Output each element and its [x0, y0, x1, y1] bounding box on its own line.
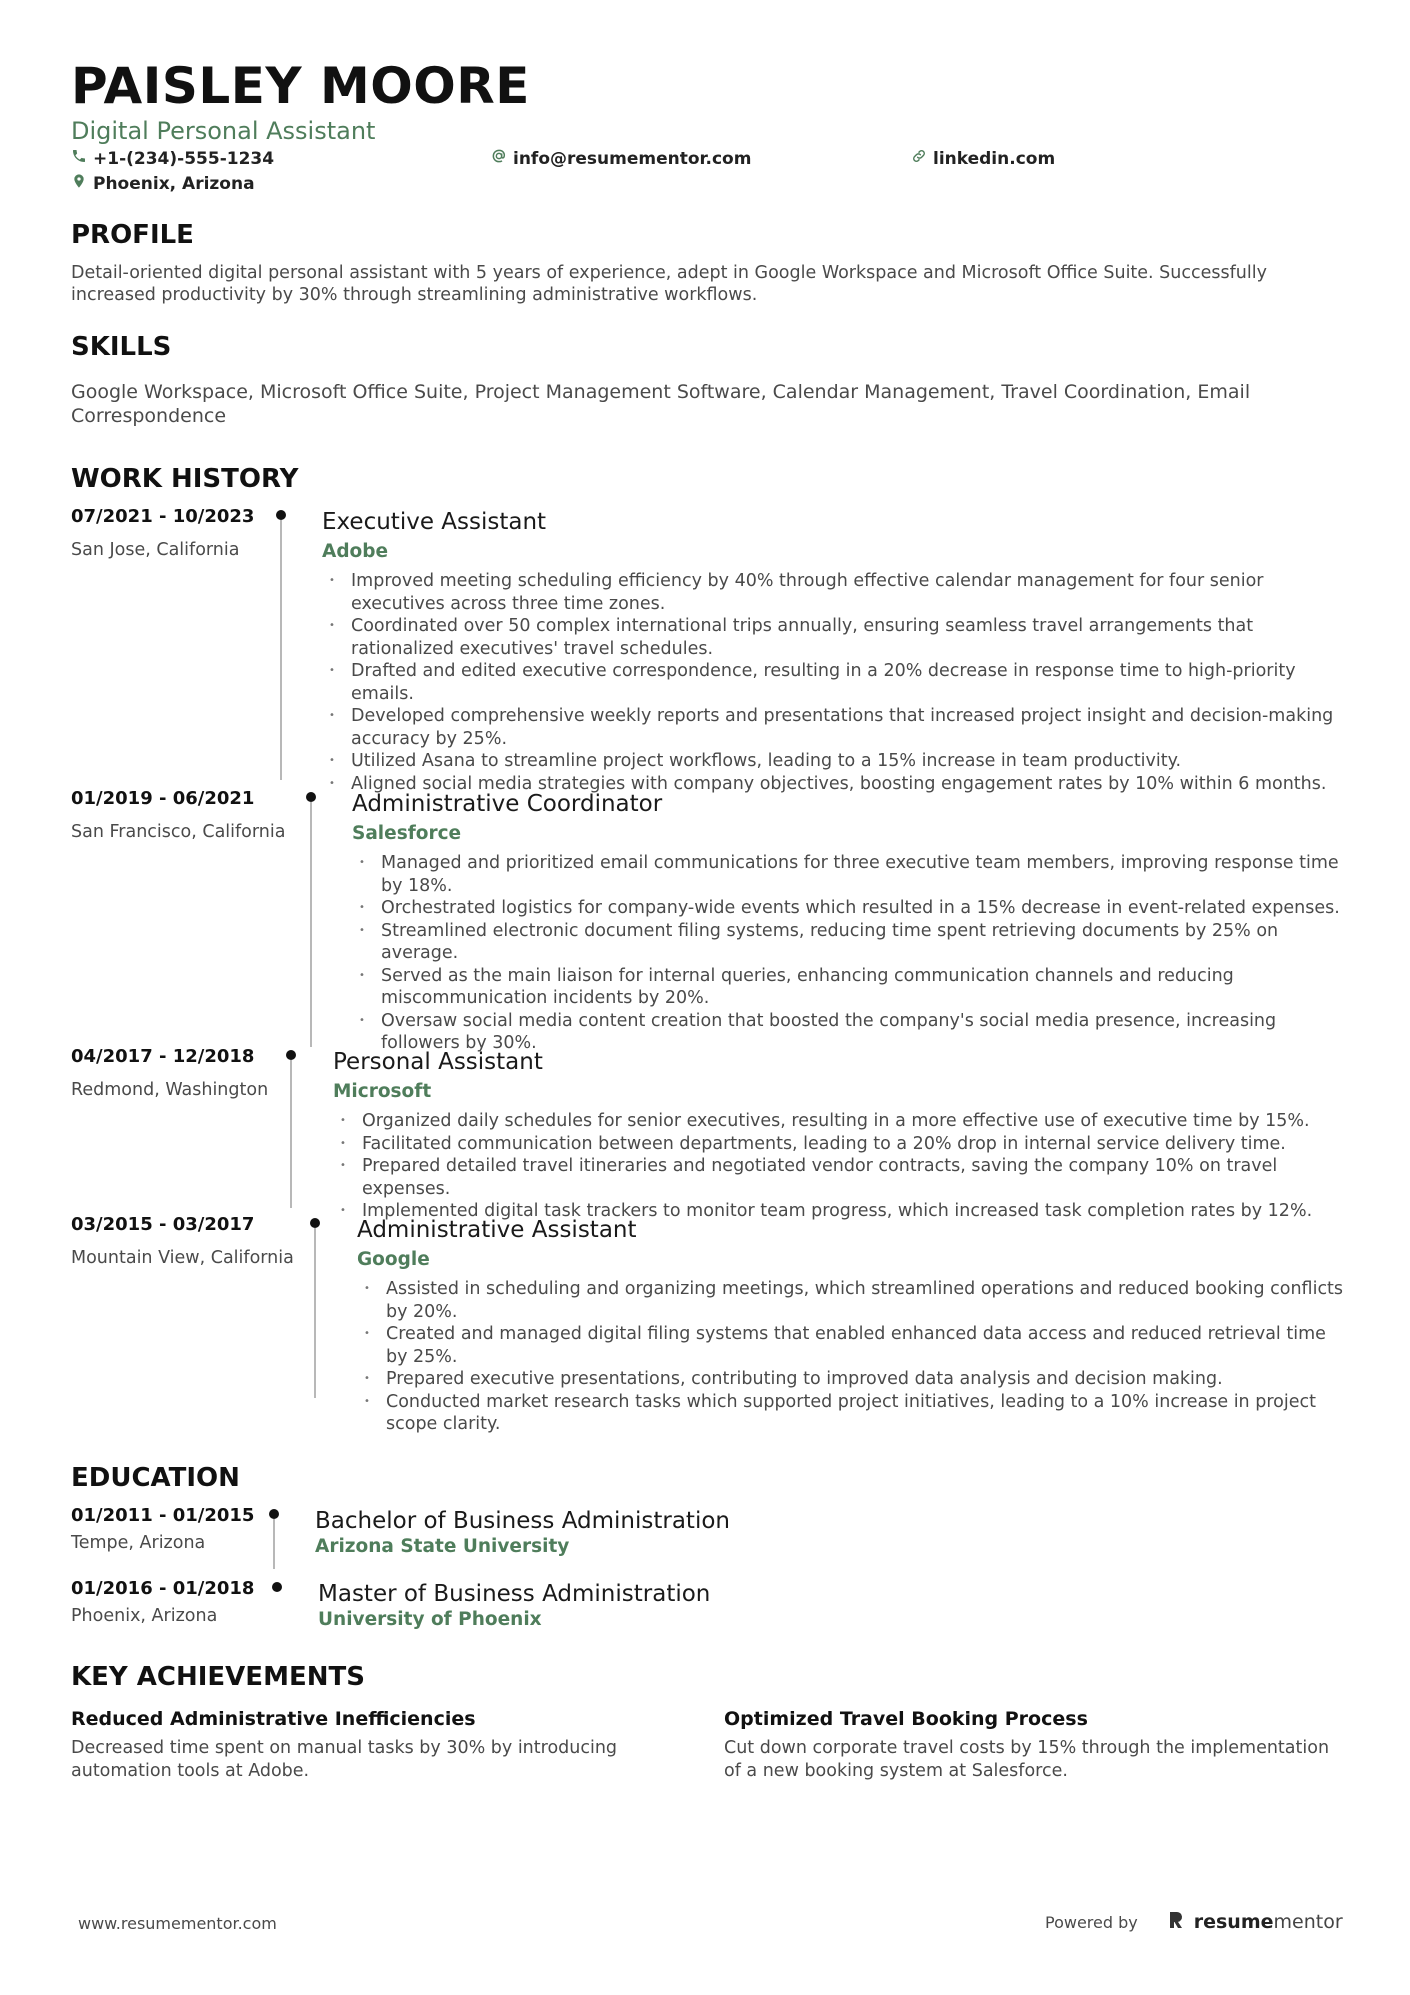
profile-text: Detail-oriented digital personal assistant with 5 years of experience, adept in Google Workspace and Microsoft Office Suite. Successfully increased productivity by 30% through streamlining administrative workflows. — [71, 263, 1267, 305]
phone-icon — [71, 148, 87, 169]
brand-light: mentor — [1273, 1911, 1343, 1933]
list-item: • Created and managed digital filing systems that enabled enhanced data access and reduced retrieval time by 25%. — [357, 1323, 1352, 1368]
job-company: Google — [357, 1249, 430, 1270]
candidate-name: PAISLEY MOORE — [71, 57, 530, 115]
education-dates: 01/2011 - 01/2015 — [71, 1505, 255, 1526]
timeline-dot — [286, 1050, 296, 1060]
location-pin-icon — [71, 173, 87, 194]
education-dates: 01/2016 - 01/2018 — [71, 1578, 255, 1599]
brand-bold: resume — [1193, 1911, 1274, 1933]
job-location: San Francisco, California — [71, 822, 286, 842]
degree: Master of Business Administration — [318, 1581, 711, 1607]
job-company: Microsoft — [333, 1081, 432, 1102]
list-item: • Developed comprehensive weekly reports and presentations that increased project insight and decision-making accuracy by 25%. — [322, 705, 1347, 750]
list-item: • Managed and prioritized email communications for three executive team members, improving response time by 18%. — [352, 852, 1352, 897]
timeline-dot — [310, 1218, 320, 1228]
achievement-title: Optimized Travel Booking Process — [724, 1708, 1088, 1730]
list-item: • Improved meeting scheduling efficiency by 40% through effective calendar management for four senior executives across three time zones. — [322, 570, 1347, 615]
job-dates: 03/2015 - 03/2017 — [71, 1214, 255, 1235]
job-location: Redmond, Washington — [71, 1080, 269, 1100]
timeline-line — [273, 1519, 275, 1569]
job-role: Administrative Assistant — [357, 1217, 637, 1243]
timeline-line — [290, 1060, 292, 1208]
resume-page — [71, 56, 1351, 1781]
contact-email[interactable] — [491, 148, 751, 169]
list-item: • Oversaw social media content creation that boosted the company's social media presence, increasing followers by 30%. — [352, 1010, 1352, 1055]
link-icon — [911, 148, 927, 169]
list-item: • Prepared executive presentations, contributing to improved data analysis and decision making. — [357, 1368, 1352, 1391]
list-item: • Prepared detailed travel itineraries and negotiated vendor contracts, saving the company 10% on travel expenses. — [333, 1155, 1351, 1200]
resumementor-logo-icon — [1168, 1910, 1184, 1934]
job-dates: 07/2021 - 10/2023 — [71, 506, 255, 527]
list-item: • Orchestrated logistics for company-wide events which resulted in a 15% decrease in event-related expenses. — [352, 897, 1352, 920]
education-heading: EDUCATION — [71, 1463, 240, 1493]
achievement-text: Decreased time spent on manual tasks by 30% by introducing automation tools at Adobe. — [71, 1738, 618, 1781]
email-text: info@resumementor.com — [513, 148, 752, 169]
linkedin-text: linkedin.com — [933, 148, 1056, 169]
list-item: • Implemented digital task trackers to monitor team progress, which increased task completion rates by 12%. — [333, 1200, 1351, 1223]
timeline-line — [280, 520, 282, 780]
location-text: Phoenix, Arizona — [93, 173, 255, 194]
footer-branding — [1045, 1910, 1343, 1934]
job-company: Salesforce — [352, 823, 462, 844]
list-item: • Aligned social media strategies with company objectives, boosting engagement rates by 10% within 6 months. — [322, 773, 1347, 796]
job-role: Personal Assistant — [333, 1049, 543, 1075]
contact-location — [71, 173, 255, 194]
skills-heading: SKILLS — [71, 332, 172, 362]
list-item: • Assisted in scheduling and organizing meetings, which streamlined operations and reduced booking conflicts by 20%. — [357, 1278, 1352, 1323]
list-item: • Streamlined electronic document filing systems, reducing time spent retrieving documents by 25% on average. — [352, 920, 1352, 965]
candidate-title: Digital Personal Assistant — [71, 117, 376, 145]
profile-heading: PROFILE — [71, 220, 194, 250]
phone-text: +1-(234)-555-1234 — [93, 148, 275, 169]
job-role: Executive Assistant — [322, 509, 547, 535]
school: University of Phoenix — [318, 1609, 542, 1630]
job-company: Adobe — [322, 541, 389, 562]
footer-website[interactable]: www.resumementor.com — [78, 1914, 277, 1933]
education-location: Phoenix, Arizona — [71, 1606, 218, 1626]
list-item: • Utilized Asana to streamline project workflows, leading to a 15% increase in team productivity. — [322, 750, 1347, 773]
list-item: • Drafted and edited executive correspondence, resulting in a 20% decrease in response time to high-priority emails. — [322, 660, 1347, 705]
contact-phone — [71, 148, 274, 169]
job-bullets — [333, 1110, 1351, 1223]
list-item: • Conducted market research tasks which supported project initiatives, leading to a 10% increase in project scope clarity. — [357, 1391, 1352, 1436]
at-icon — [491, 148, 507, 169]
degree: Bachelor of Business Administration — [315, 1508, 730, 1534]
achievement-text: Cut down corporate travel costs by 15% through the implementation of a new booking system at Salesforce. — [724, 1738, 1330, 1781]
job-dates: 01/2019 - 06/2021 — [71, 788, 255, 809]
achievement-title: Reduced Administrative Inefficiencies — [71, 1708, 476, 1730]
timeline-dot — [272, 1582, 282, 1592]
list-item: • Facilitated communication between departments, leading to a 20% drop in internal service delivery time. — [333, 1133, 1351, 1156]
timeline-line — [310, 802, 312, 1047]
job-bullets — [352, 852, 1352, 1055]
timeline-dot — [276, 510, 286, 520]
timeline-line — [314, 1228, 316, 1398]
job-location: Mountain View, California — [71, 1248, 294, 1268]
work-history-heading: WORK HISTORY — [71, 464, 299, 494]
school: Arizona State University — [315, 1536, 570, 1557]
job-bullets — [322, 570, 1347, 795]
brand-name — [1194, 1911, 1343, 1933]
contact-linkedin[interactable] — [911, 148, 1055, 169]
timeline-dot — [306, 792, 316, 802]
job-dates: 04/2017 - 12/2018 — [71, 1046, 255, 1067]
list-item: • Served as the main liaison for internal queries, enhancing communication channels and reducing miscommunication incidents by 20%. — [352, 965, 1352, 1010]
job-role: Administrative Coordinator — [352, 791, 663, 817]
contact-info — [71, 148, 1351, 200]
job-location: San Jose, California — [71, 540, 240, 560]
job-bullets — [357, 1278, 1352, 1436]
list-item: • Organized daily schedules for senior executives, resulting in a more effective use of executive time by 15%. — [333, 1110, 1351, 1133]
timeline-dot — [269, 1509, 279, 1519]
list-item: • Coordinated over 50 complex international trips annually, ensuring seamless travel arrangements that rationalized executives' travel schedules. — [322, 615, 1347, 660]
achievements-heading: KEY ACHIEVEMENTS — [71, 1662, 365, 1692]
skills-text: Google Workspace, Microsoft Office Suite, Project Management Software, Calendar Management, Travel Coordination, Email Correspondence — [71, 381, 1251, 427]
education-location: Tempe, Arizona — [71, 1533, 206, 1553]
powered-by-label: Powered by — [1045, 1912, 1138, 1932]
